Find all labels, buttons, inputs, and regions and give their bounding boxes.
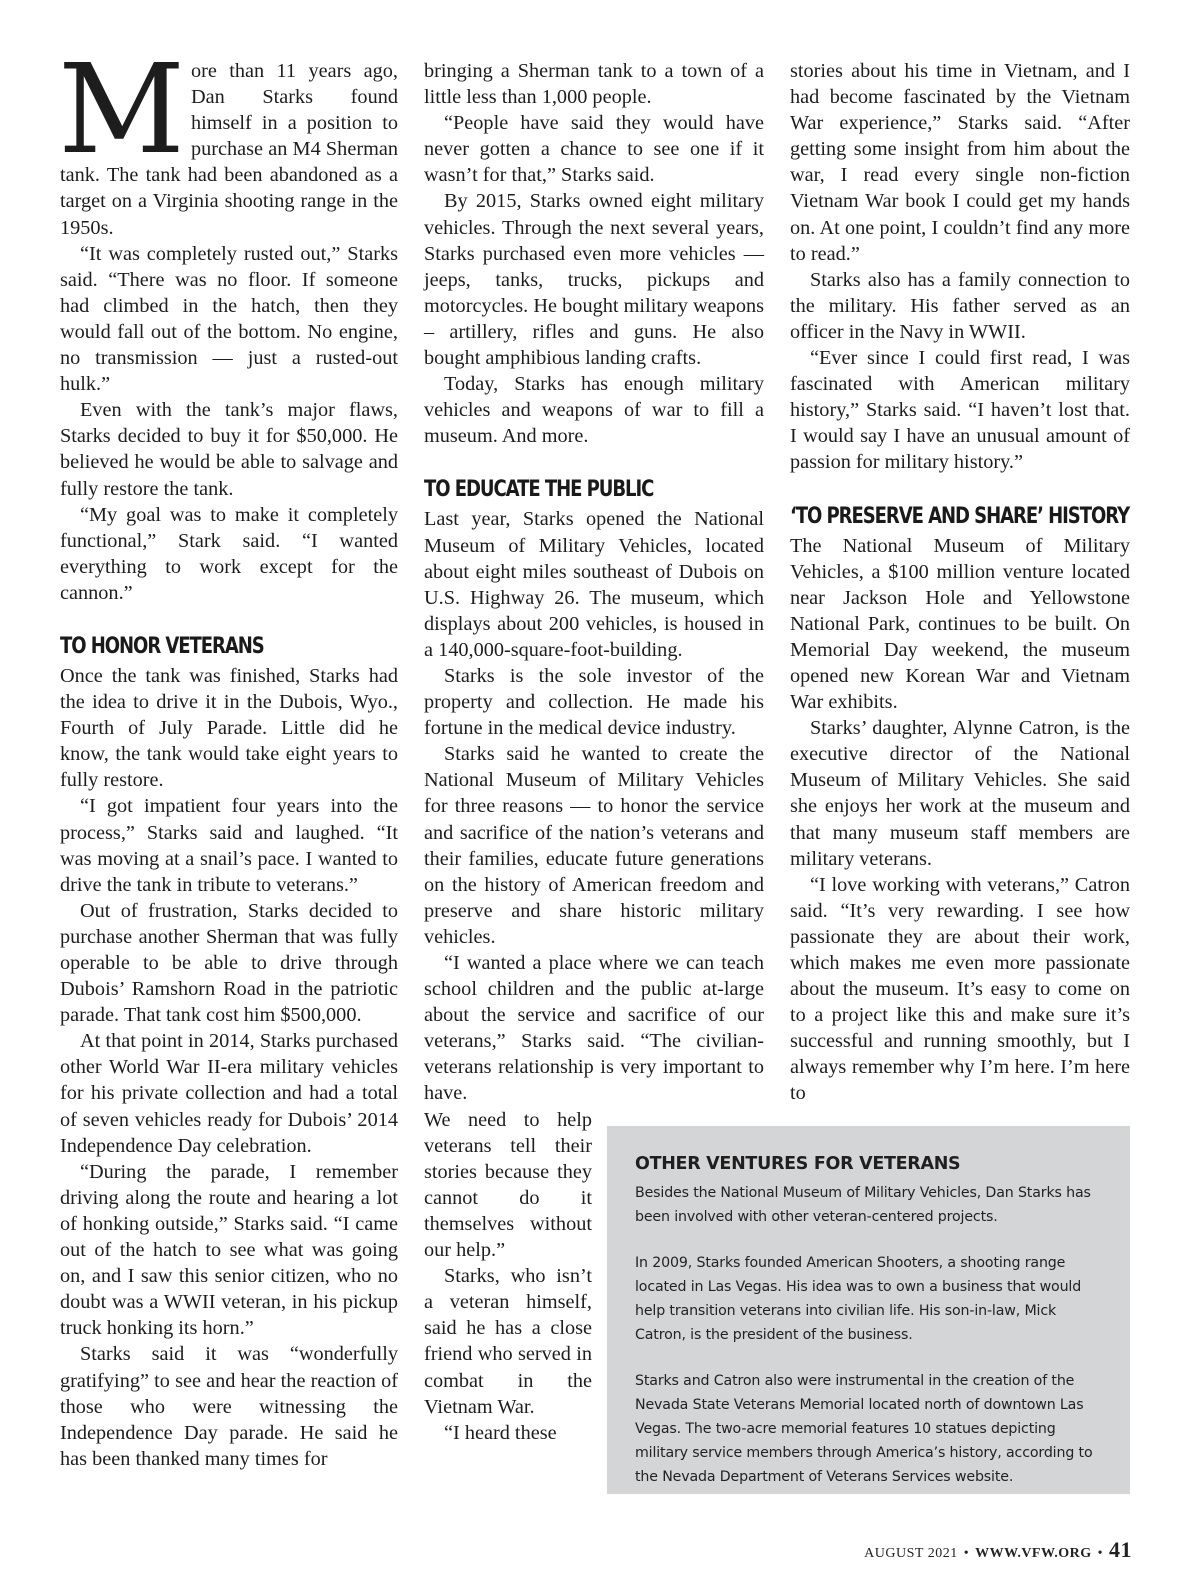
article-paragraph: “I heard these	[444, 1421, 557, 1444]
article-paragraph: “During the parade, I remember driving along the route and hearing a lot of honking outside,” Starks said. “I came out of the hatch to see what was going on, and I saw this senior citizen, who no doubt was a WWII veteran, in his pickup truck honking its horn.”	[60, 1160, 398, 1340]
section-heading-honor-veterans: TO HONOR VETERANS	[60, 633, 264, 659]
sidebar-paragraph: In 2009, Starks founded American Shooters, a shooting range located in Las Vegas. His idea was to own a business that would help transition veterans into civilian life. His son-in-law, Mick Catron, is the president of the business.	[635, 1255, 1082, 1343]
page-number: 41	[1109, 1537, 1132, 1562]
website-url: WWW.VFW.ORG	[975, 1546, 1092, 1561]
sidebar-box	[607, 1126, 1130, 1494]
article-paragraph: Out of frustration, Starks decided to purchase another Sherman that was fully operable to be able to drive through Dubois’ Ramshorn Road in the patriotic parade. That tank cost him $500,000.	[60, 899, 398, 1027]
sidebar-title: OTHER VENTURES FOR VETERANS	[635, 1154, 961, 1174]
article-paragraph: Starks said it was “wonderfully gratifying” to see and hear the reaction of those who were witnessing the Independence Day parade. He said he has been thanked many times for	[60, 1343, 398, 1470]
article-column-1	[58, 38, 398, 1472]
issue-date: AUGUST 2021	[864, 1546, 958, 1561]
section-heading-preserve-share: ‘TO PRESERVE AND SHARE’ HISTORY	[790, 503, 1130, 529]
drop-cap: M	[58, 38, 185, 182]
article-paragraph: Starks also has a family connection to the military. His father served as an officer in the Navy in WWII.	[790, 268, 1130, 343]
article-paragraph: “People have said they would have never gotten a chance to see one if it wasn’t for that,” Starks said.	[424, 112, 764, 187]
article-paragraph: bringing a Sherman tank to a town of a little less than 1,000 people.	[424, 60, 764, 109]
article-column-3	[790, 58, 1130, 1107]
article-paragraph: “I got impatient four years into the process,” Starks said and laughed. “It was moving at a snail’s pace. I wanted to drive the tank in tribute to veterans.”	[60, 795, 398, 896]
article-paragraph: Even with the tank’s major flaws, Starks decided to buy it for $50,000. He believed he would be able to salvage and fully restore the tank.	[60, 399, 398, 500]
narrow-column-segment	[424, 1107, 592, 1446]
article-paragraph: Today, Starks has enough military vehicles and weapons of war to fill a museum. And more.	[424, 373, 764, 448]
article-paragraph: Starks is the sole investor of the property and collection. He made his fortune in the medical device industry.	[424, 664, 764, 740]
article-paragraph: stories about his time in Vietnam, and I had become fascinated by the Vietnam War experience,” Starks said. “After getting some insight from him about the war, I read every single non-fiction Vietnam War book I could get my hands on. At one point, I couldn’t find any more to read.”	[790, 60, 1130, 265]
article-paragraph: Starks said he wanted to create the National Museum of Military Vehicles for three reasons — to honor the service and sacrifice of the nation’s veterans and their families, educate future generations on the history of American freedom and preserve and share historic military vehicles.	[424, 743, 764, 948]
article-paragraph: Last year, Starks opened the National Museum of Military Vehicles, located about eight miles southeast of Dubois on U.S. Highway 26. The museum, which displays about 200 vehicles, is housed in a 140,000-square-foot-building.	[424, 508, 764, 661]
article-paragraph: The National Museum of Military Vehicles, a $100 million venture located near Jackson Hole and Yellowstone National Park, continues to be built. On Memorial Day weekend, the museum opened new Korean War and Vietnam War exhibits.	[790, 534, 1130, 714]
article-paragraph: Starks, who isn’t a veteran himself, said he has a close friend who served in combat in the Vietnam War.	[424, 1265, 592, 1418]
article-paragraph: Once the tank was finished, Starks had the idea to drive it in the Dubois, Wyo., Fourth of July Parade. Little did he know, the tank would take eight years to fully restore.	[60, 664, 398, 792]
separator-bullet: •	[963, 1546, 970, 1561]
article-paragraph: By 2015, Starks owned eight military vehicles. Through the next several years, Starks purchased even more vehicles — jeeps, tanks, trucks, pickups and motorcycles. He bought military weapons – artillery, rifles and guns. He also bought amphibious landing crafts.	[424, 190, 764, 370]
separator-bullet: •	[1097, 1546, 1103, 1561]
section-heading-educate-public: TO EDUCATE THE PUBLIC	[424, 477, 654, 503]
article-paragraph: We need to help veterans tell their stories because they cannot do it themselves without our help.”	[424, 1108, 592, 1262]
article-paragraph: Starks’ daughter, Alynne Catron, is the executive director of the National Museum of Military Vehicles. She said she enjoys her work at the museum and that many museum staff members are military veterans.	[790, 717, 1130, 870]
article-paragraph: “It was completely rusted out,” Starks said. “There was no floor. If someone had climbed in the hatch, then they would fall out of the bottom. No engine, no transmission — just a rusted-out hulk.”	[60, 242, 398, 396]
article-paragraph: “I love working with veterans,” Catron said. “It’s very rewarding. I see how passionate they are about their work, which makes me even more passionate about the museum. It’s easy to come on to a project like this and make sure it’s successful and running smoothly, but I always remember why I’m here. I’m here to	[790, 873, 1130, 1105]
article-paragraph: “My goal was to make it completely functional,” Stark said. “I wanted everything to work except for the cannon.”	[60, 503, 398, 604]
article-paragraph: “I wanted a place where we can teach school children and the public at-large about the service and sacrifice of our veterans,” Starks said. “The civilian-veterans relationship is very important to have.	[424, 952, 764, 1105]
article-paragraph	[58, 38, 398, 241]
article-paragraph: At that point in 2014, Starks purchased other World War II-era military vehicles for his private collection and had a total of seven vehicles ready for Dubois’ 2014 Independence Day celebration.	[60, 1030, 398, 1157]
article-paragraph: “Ever since I could first read, I was fascinated with American military history,” Starks said. “I haven’t lost that. I would say I have an unusual amount of passion for military history.”	[790, 347, 1130, 474]
sidebar-paragraph: Besides the National Museum of Military Vehicles, Dan Starks has been involved with other veteran-centered projects.	[635, 1185, 1091, 1225]
paragraph-text: ore than 11 years ago, Dan Starks found himself in a position to purchase an M4 Sherman tank. The tank had been abandoned as a target on a Virginia shooting range in the 1950s.	[60, 60, 398, 239]
sidebar-paragraph: Starks and Catron also were instrumental in the creation of the Nevada State Veterans Memorial located north of downtown Las Vegas. The two-acre memorial features 10 statues depicting military service members through America’s history, according to the Nevada Department of Veterans Services website.	[635, 1373, 1093, 1485]
page-footer	[864, 1537, 1132, 1563]
